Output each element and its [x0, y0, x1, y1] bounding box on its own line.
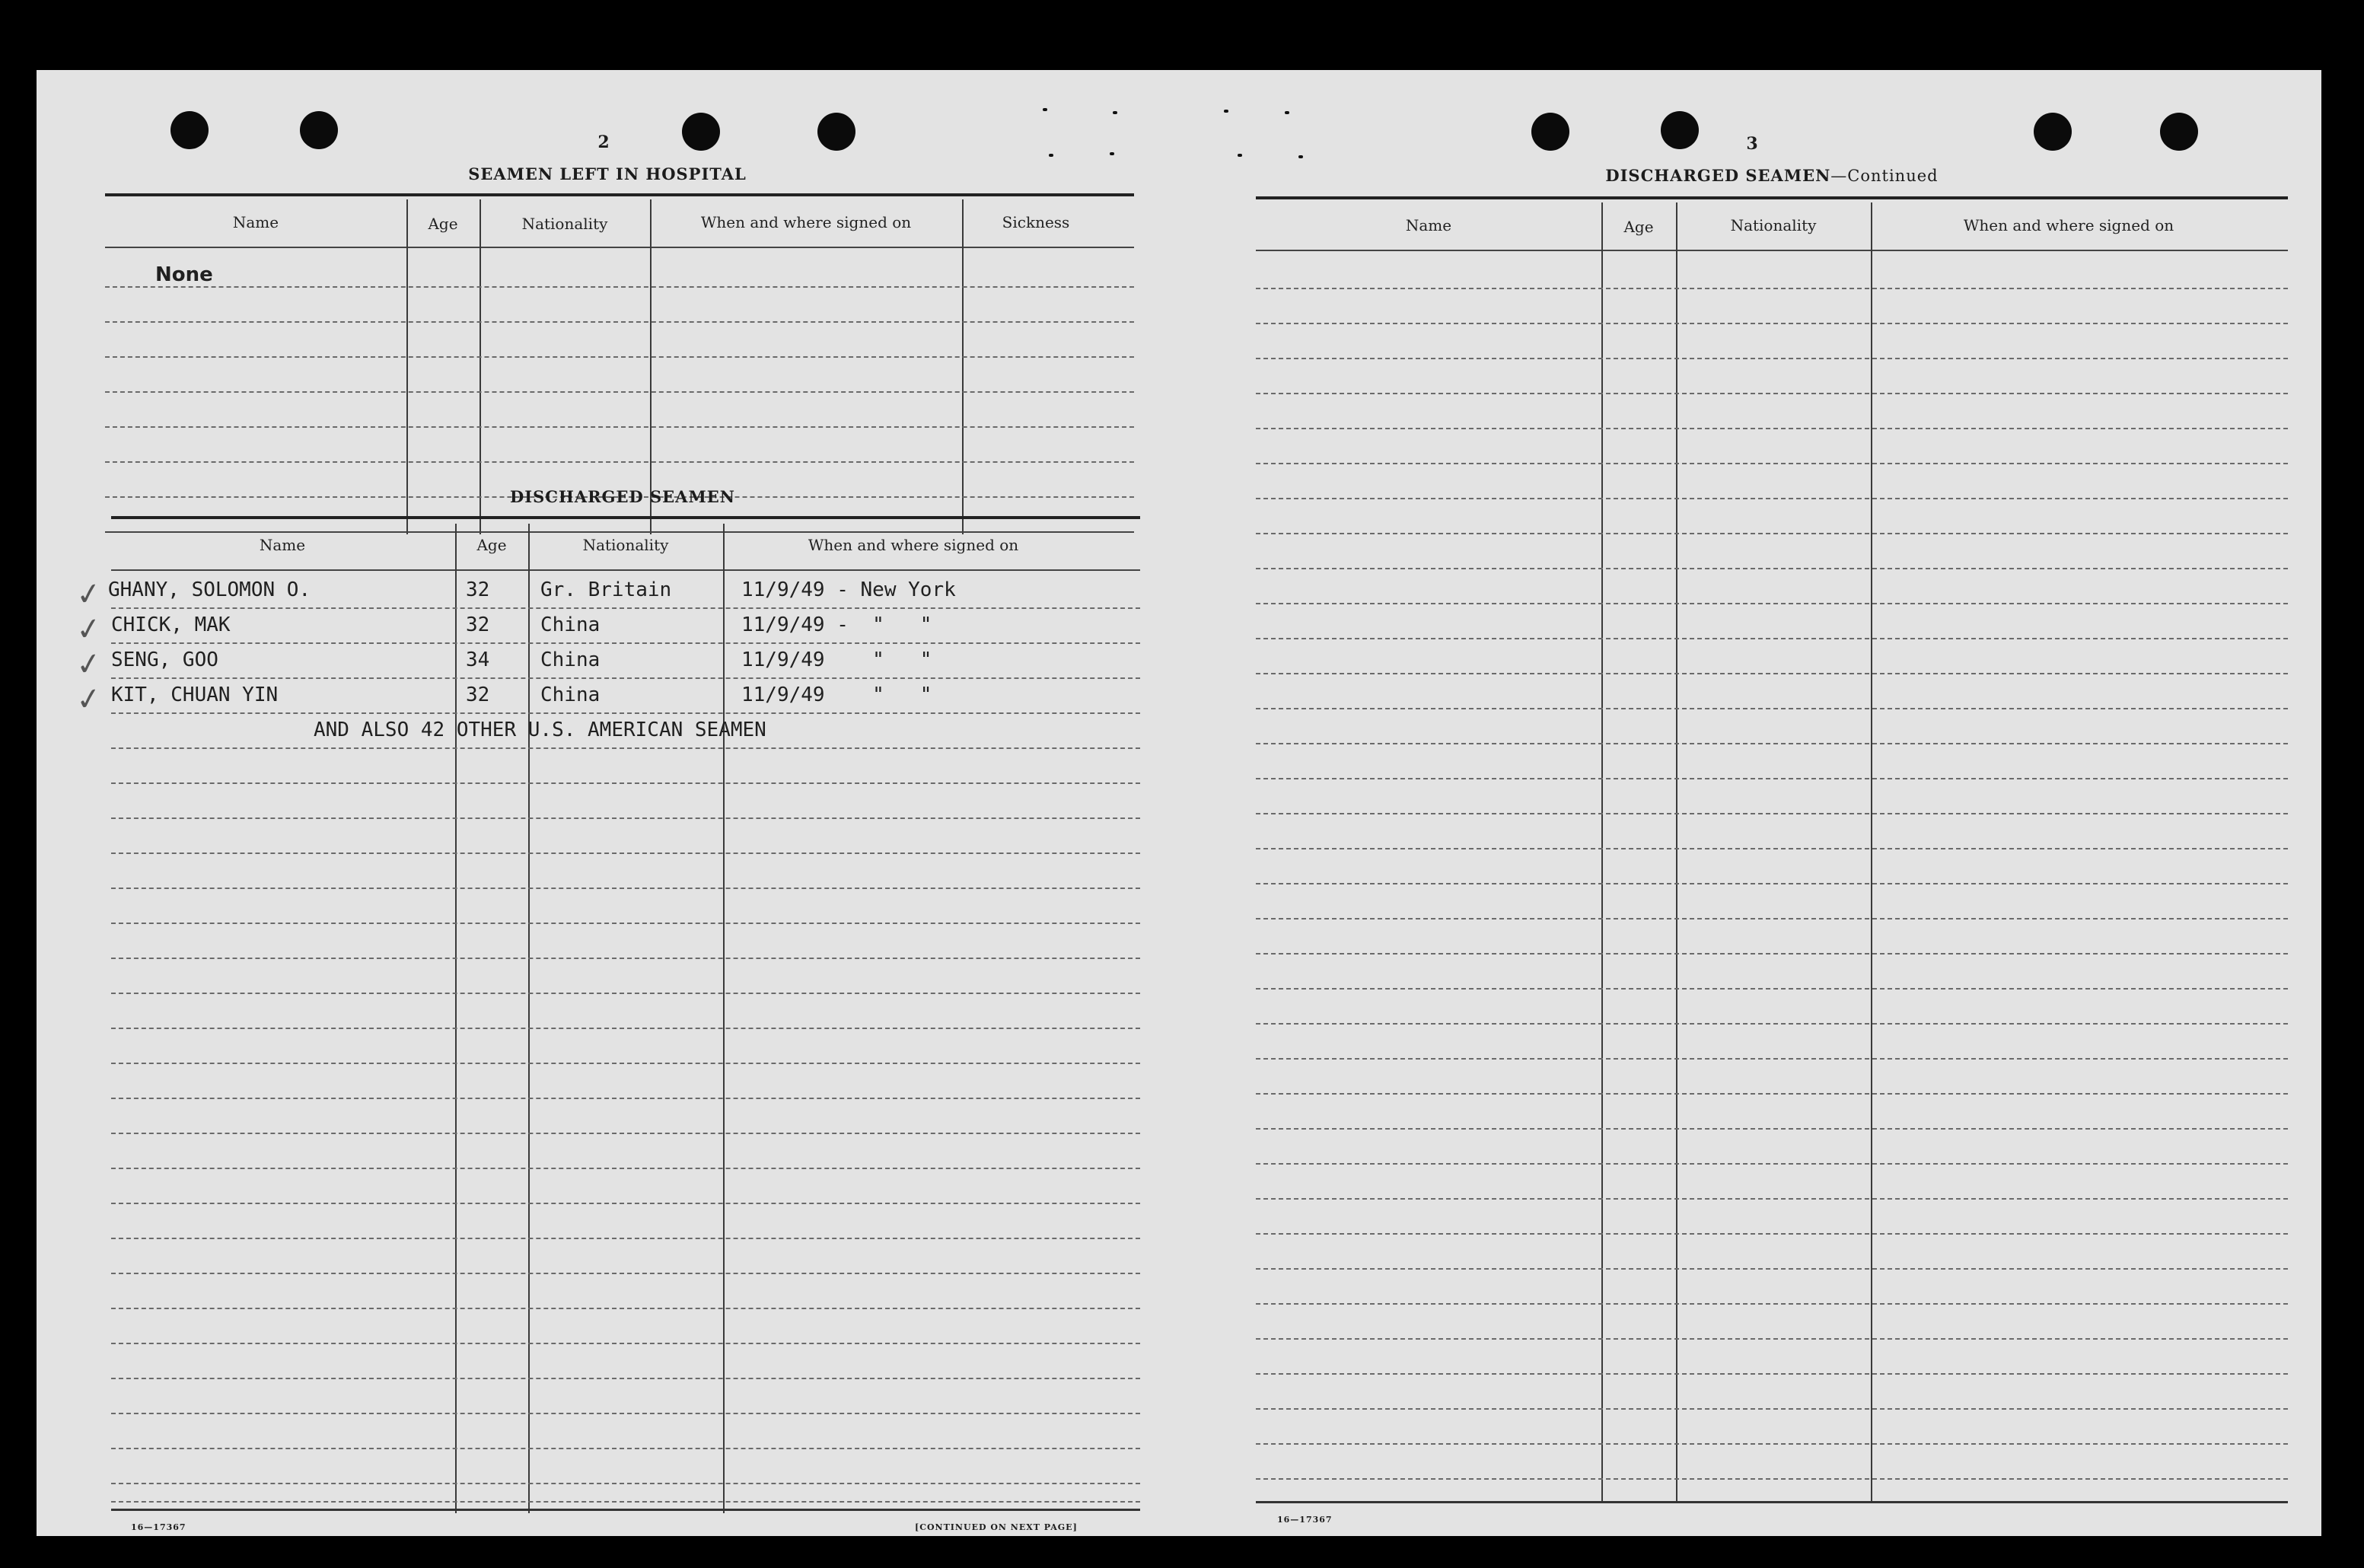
- ruled-line: [1256, 603, 2288, 604]
- ledger-sheet: [37, 70, 2321, 1536]
- seaman-signed-on: 11/9/49 " ": [741, 649, 932, 671]
- ruled-line: [1256, 1198, 2288, 1200]
- ruled-line: [111, 1203, 1140, 1204]
- seaman-age: 32: [466, 613, 490, 636]
- scan-speck: [1224, 110, 1228, 113]
- ruled-line: [111, 677, 1140, 679]
- hospital-row-line: [105, 391, 1134, 393]
- ruled-line: [1256, 393, 2288, 394]
- check-mark: ✓: [73, 610, 104, 649]
- punch-hole: [1531, 113, 1569, 151]
- ruled-line: [111, 853, 1140, 854]
- ruled-line: [1256, 463, 2288, 464]
- ruled-line: [111, 1413, 1140, 1414]
- ruled-line: [1256, 498, 2288, 499]
- discharged-top-rule: [111, 516, 1140, 519]
- ruled-line: [1256, 1373, 2288, 1375]
- punch-hole: [2034, 113, 2072, 151]
- ruled-line: [111, 958, 1140, 959]
- right-title-suffix: —Continued: [1830, 167, 1939, 185]
- ruled-line: [111, 1378, 1140, 1379]
- ruled-line: [1256, 673, 2288, 674]
- ruled-line: [111, 712, 1140, 714]
- scan-speck: [1113, 111, 1117, 114]
- right-title-text: DISCHARGED SEAMEN: [1605, 166, 1831, 185]
- ruled-line: [111, 1238, 1140, 1239]
- hospital-row-line: [105, 426, 1134, 428]
- right-col-divider: [1676, 202, 1677, 1503]
- check-mark: ✓: [73, 645, 104, 684]
- seaman-name: KIT, CHUAN YIN: [111, 684, 279, 706]
- continued-note: [CONTINUED ON NEXT PAGE]: [915, 1522, 1078, 1532]
- hospital-col-divider: [962, 199, 964, 534]
- scan-speck: [1049, 154, 1053, 157]
- punch-hole: [300, 111, 338, 149]
- seaman-age: 34: [466, 649, 490, 671]
- ruled-line: [1256, 428, 2288, 429]
- ruled-line: [111, 888, 1140, 889]
- right-col-divider: [1871, 202, 1872, 1503]
- ruled-line: [1256, 533, 2288, 534]
- seaman-nationality: China: [540, 684, 601, 706]
- hospital-header-rule: [105, 247, 1134, 248]
- seaman-nationality: Gr. Britain: [540, 578, 672, 601]
- punch-hole: [1661, 111, 1699, 149]
- ruled-line: [1256, 953, 2288, 955]
- discharged-bottom-rule: [111, 1509, 1140, 1511]
- check-mark: ✓: [73, 680, 104, 719]
- ruled-line: [1256, 813, 2288, 814]
- hospital-row-line: [105, 356, 1134, 358]
- seaman-age: 32: [466, 684, 490, 706]
- punch-hole: [2160, 113, 2198, 151]
- ruled-line: [1256, 1268, 2288, 1270]
- right-col-name: Name: [1405, 216, 1452, 234]
- right-header-rule: [1256, 250, 2288, 251]
- discharged-col-nationality: Nationality: [582, 536, 669, 554]
- ruled-line: [111, 607, 1140, 609]
- seaman-signed-on: 11/9/49 - New York: [741, 578, 956, 601]
- hospital-col-name: Name: [232, 213, 279, 231]
- ruled-line: [1256, 288, 2288, 289]
- ruled-line: [1256, 778, 2288, 779]
- ruled-line: [1256, 1128, 2288, 1130]
- form-number: 16—17367: [1277, 1515, 1333, 1525]
- scan-speck: [1110, 152, 1114, 155]
- ruled-line: [1256, 323, 2288, 324]
- ruled-line: [111, 1098, 1140, 1099]
- hospital-col-sickness: Sickness: [1002, 213, 1070, 231]
- hospital-col-divider: [479, 199, 481, 534]
- ruled-line: [111, 1168, 1140, 1169]
- discharged-col-name: Name: [259, 536, 306, 554]
- ruled-line: [1256, 988, 2288, 990]
- ruled-line: [1256, 708, 2288, 709]
- seaman-name: SENG, GOO: [111, 649, 218, 671]
- ruled-line: [1256, 883, 2288, 884]
- right-col-nationality: Nationality: [1730, 216, 1817, 234]
- ruled-line: [1256, 1023, 2288, 1025]
- scan-speck: [1285, 111, 1289, 114]
- ruled-line: [1256, 358, 2288, 359]
- ruled-line: [111, 1063, 1140, 1064]
- ruled-line: [1256, 1443, 2288, 1445]
- discharged-col-signed-on: When and where signed on: [808, 536, 1019, 554]
- hospital-col-divider: [406, 199, 408, 534]
- punch-hole: [817, 113, 855, 151]
- hospital-col-nationality: Nationality: [521, 215, 608, 233]
- right-bottom-rule: [1256, 1501, 2288, 1503]
- punch-hole: [170, 111, 209, 149]
- ruled-line: [111, 993, 1140, 994]
- hospital-bottom-rule: [105, 531, 1134, 533]
- hospital-top-rule: [105, 193, 1134, 196]
- ruled-line: [1256, 1093, 2288, 1095]
- scan-speck: [1298, 155, 1303, 158]
- right-top-rule: [1256, 196, 2288, 199]
- ruled-line: [111, 1273, 1140, 1274]
- ruled-line: [111, 1133, 1140, 1134]
- ruled-line: [1256, 918, 2288, 919]
- ruled-line: [111, 1483, 1140, 1484]
- right-section-title: [1544, 166, 2000, 185]
- discharged-col-age: Age: [476, 536, 507, 554]
- ruled-line: [111, 1028, 1140, 1029]
- ruled-line: [1256, 1233, 2288, 1235]
- ruled-line: [1256, 1408, 2288, 1410]
- scan-speck: [1238, 154, 1242, 157]
- ruled-line: [1256, 848, 2288, 849]
- ruled-line: [111, 782, 1140, 784]
- ruled-line: [1256, 1338, 2288, 1340]
- ruled-line: [1256, 1058, 2288, 1060]
- hospital-entry-none: None: [155, 263, 213, 286]
- hospital-col-signed-on: When and where signed on: [700, 213, 912, 231]
- seaman-age: 32: [466, 578, 490, 601]
- hospital-row-line: [105, 286, 1134, 288]
- seaman-name: CHICK, MAK: [111, 613, 231, 636]
- seaman-signed-on: 11/9/49 " ": [741, 684, 932, 706]
- punch-hole: [682, 113, 720, 151]
- ruled-line: [111, 747, 1140, 749]
- seaman-name: GHANY, SOLOMON O.: [108, 578, 311, 601]
- hospital-col-age: Age: [428, 215, 458, 233]
- ruled-line: [111, 1343, 1140, 1344]
- hospital-col-divider: [650, 199, 652, 534]
- form-number: 16—17367: [131, 1522, 186, 1532]
- right-col-signed-on: When and where signed on: [1963, 216, 2174, 234]
- seaman-nationality: China: [540, 649, 601, 671]
- check-mark: ✓: [73, 575, 104, 614]
- ruled-line: [1256, 568, 2288, 569]
- ruled-line: [1256, 743, 2288, 744]
- additional-seamen-note: AND ALSO 42 OTHER U.S. AMERICAN SEAMEN: [314, 719, 766, 741]
- page-number: 3: [1746, 134, 1758, 154]
- ruled-line: [111, 1448, 1140, 1449]
- ruled-line: [111, 817, 1140, 819]
- ruled-line: [1256, 1303, 2288, 1305]
- ruled-line: [1256, 638, 2288, 639]
- ruled-line: [111, 1308, 1140, 1309]
- hospital-row-line: [105, 461, 1134, 463]
- seaman-signed-on: 11/9/49 - " ": [741, 613, 932, 636]
- discharged-section-title: DISCHARGED SEAMEN: [510, 487, 735, 506]
- discharged-header-rule: [111, 569, 1140, 571]
- seaman-nationality: China: [540, 613, 601, 636]
- hospital-row-line: [105, 321, 1134, 323]
- discharged-col-divider: [528, 524, 530, 1513]
- hospital-section-title: SEAMEN LEFT IN HOSPITAL: [468, 164, 747, 183]
- scan-speck: [1043, 108, 1047, 111]
- ruled-line: [111, 923, 1140, 924]
- right-col-divider: [1601, 202, 1603, 1503]
- ruled-line: [111, 642, 1140, 644]
- discharged-col-divider: [723, 524, 725, 1513]
- ruled-line: [1256, 1163, 2288, 1165]
- ruled-line: [1256, 1478, 2288, 1480]
- discharged-bottom-dotted: [111, 1501, 1140, 1503]
- right-col-age: Age: [1623, 218, 1654, 236]
- discharged-col-divider: [455, 524, 457, 1513]
- page-number: 2: [597, 132, 610, 152]
